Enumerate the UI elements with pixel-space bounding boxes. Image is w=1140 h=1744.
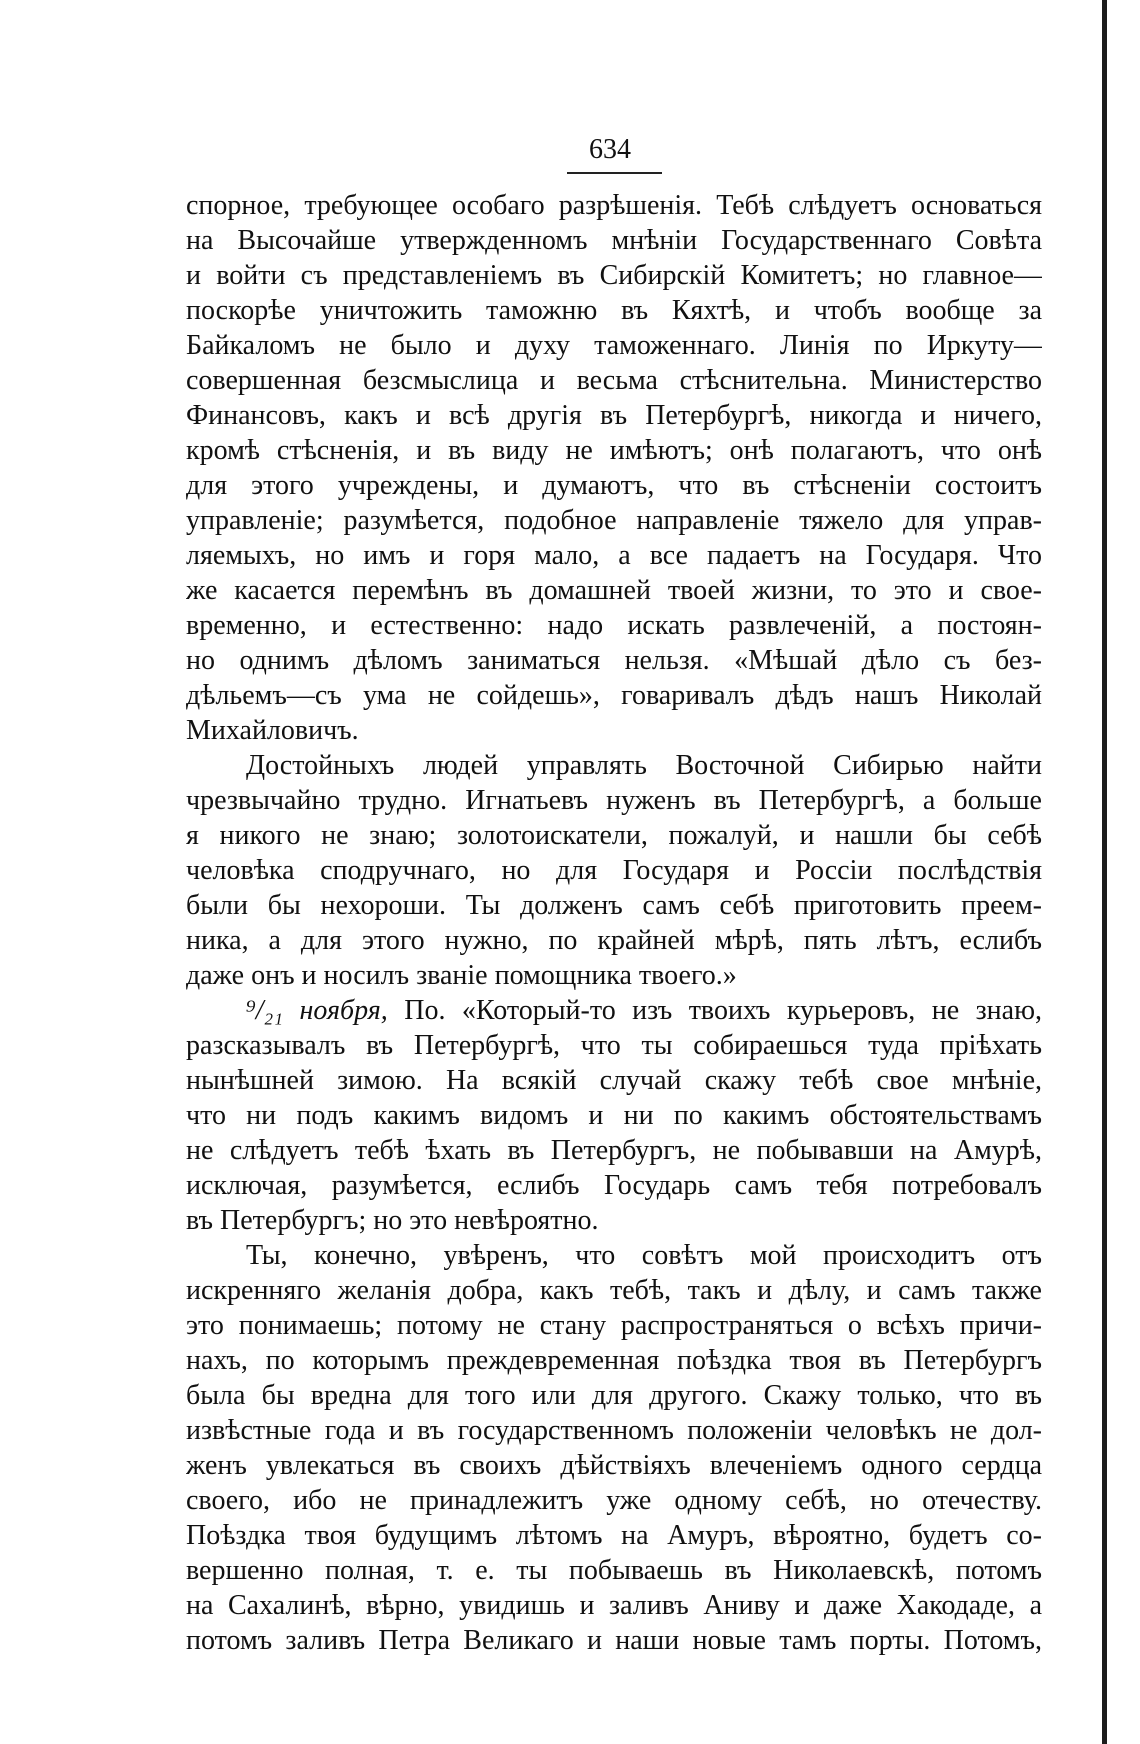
text-line-rest: По. «Который-то изъ твоихъ курьеровъ, не знаю, (404, 995, 1042, 1026)
text-line: же касается перемѣнъ въ домашней твоей жизни, то это и свое- (186, 575, 1042, 606)
text-line: и войти съ представленіемъ въ Сибирскій Комитетъ; но главное— (186, 260, 1042, 291)
text-line: кромѣ стѣсненія, и въ виду не имѣютъ; онѣ полагаютъ, что онѣ (186, 435, 1042, 466)
text-line: исключая, разумѣется, еслибъ Государь самъ тебя потребовалъ (186, 1170, 1042, 1201)
text-line: Достойныхъ людей управлять Восточной Сибирью найти (246, 750, 1042, 781)
page-number-underline (567, 172, 662, 174)
text-line: на Высочайше утвержденномъ мнѣніи Государственнаго Совѣта (186, 225, 1042, 256)
text-line: ника, а для этого нужно, по крайней мѣрѣ, пять лѣтъ, еслибъ (186, 925, 1042, 956)
text-line: дѣльемъ—съ ума не сойдешь», говаривалъ дѣдъ нашъ Николай (186, 680, 1042, 711)
text-line: были бы нехороши. Ты долженъ самъ себѣ приготовить преем- (186, 890, 1042, 921)
text-line: разсказывалъ въ Петербургѣ, что ты собираешься туда пріѣхать (186, 1030, 1042, 1061)
text-line: вершенно полная, т. е. ты побываешь въ Николаевскѣ, потомъ (186, 1555, 1042, 1586)
paragraph (186, 993, 1042, 1238)
text-line: поскорѣе уничтожить таможню въ Кяхтѣ, и чтобъ вообще за (186, 295, 1042, 326)
text-line: что ни подъ какимъ видомъ и ни по какимъ обстоятельствамъ (186, 1100, 1042, 1131)
text-line: Поѣздка твоя будущимъ лѣтомъ на Амуръ, вѣроятно, будетъ со- (186, 1520, 1042, 1551)
text-line: спорное, требующее особаго разрѣшенія. Тебѣ слѣдуетъ основаться (186, 190, 1042, 221)
text-line: но однимъ дѣломъ заниматься нельзя. «Мѣшай дѣло съ без- (186, 645, 1042, 676)
text-line: Байкаломъ не было и духу таможеннаго. Линія по Иркуту— (186, 330, 1042, 361)
text-line: управленіе; разумѣется, подобное направленіе тяжело для управ- (186, 505, 1042, 536)
text-line: даже онъ и носилъ званіе помощника твоего.» (186, 960, 737, 991)
page-edge-rule (1102, 0, 1107, 1744)
text-line: Финансовъ, какъ и всѣ другія въ Петербургѣ, никогда и ничего, (186, 400, 1042, 431)
text-line: извѣстные года и въ государственномъ положеніи человѣкъ не дол- (186, 1415, 1042, 1446)
text-line: въ Петербургъ; но это невѣроятно. (186, 1205, 599, 1236)
text-line: это понимаешь; потому не стану распространяться о всѣхъ причи- (186, 1310, 1042, 1341)
letter-date: ⁹/₂₁ ноября, (246, 995, 388, 1026)
text-line (186, 993, 1042, 1028)
text-line: ляемыхъ, но имъ и горя мало, а все падаетъ на Государя. Что (186, 540, 1042, 571)
page-number: 634 (589, 134, 631, 165)
text-line: я никого не знаю; золотоискатели, пожалуй, и нашли бы себѣ (186, 820, 1042, 851)
text-line: совершенная безсмыслица и весьма стѣснительна. Министерство (186, 365, 1042, 396)
text-line: была бы вредна для того или для другого. Скажу только, что въ (186, 1380, 1042, 1411)
text-line: человѣка сподручнаго, но для Государя и Россіи послѣдствія (186, 855, 1042, 886)
text-line: временно, и естественно: надо искать развлеченій, а постоян- (186, 610, 1042, 641)
text-line: нынѣшней зимою. На всякій случай скажу тебѣ свое мнѣніе, (186, 1065, 1042, 1096)
text-line: своего, ибо не принадлежитъ уже одному себѣ, но отечеству. (186, 1485, 1042, 1516)
text-line: чрезвычайно трудно. Игнатьевъ нуженъ въ Петербургѣ, а больше (186, 785, 1042, 816)
text-line: женъ увлекаться въ своихъ дѣйствіяхъ влеченіемъ одного сердца (186, 1450, 1042, 1481)
text-line: Ты, конечно, увѣренъ, что совѣтъ мой происходитъ отъ (246, 1240, 1042, 1271)
paragraph (186, 188, 1042, 748)
text-line: не слѣдуетъ тебѣ ѣхать въ Петербургъ, не побывавши на Амурѣ, (186, 1135, 1042, 1166)
text-line: потомъ заливъ Петра Великаго и наши новые тамъ порты. Потомъ, (186, 1625, 1042, 1656)
paragraph (186, 1238, 1042, 1658)
text-line: на Сахалинѣ, вѣрно, увидишь и заливъ Аниву и даже Хакодаде, а (186, 1590, 1042, 1621)
body-text (186, 188, 1042, 1658)
text-line: искренняго желанія добра, какъ тебѣ, такъ и дѣлу, и самъ также (186, 1275, 1042, 1306)
text-line: Михайловичъ. (186, 715, 359, 746)
text-line: для этого учреждены, и думаютъ, что въ стѣсненіи состоитъ (186, 470, 1042, 501)
paragraph (186, 748, 1042, 993)
text-line: нахъ, по которымъ преждевременная поѣздка твоя въ Петербургъ (186, 1345, 1042, 1376)
